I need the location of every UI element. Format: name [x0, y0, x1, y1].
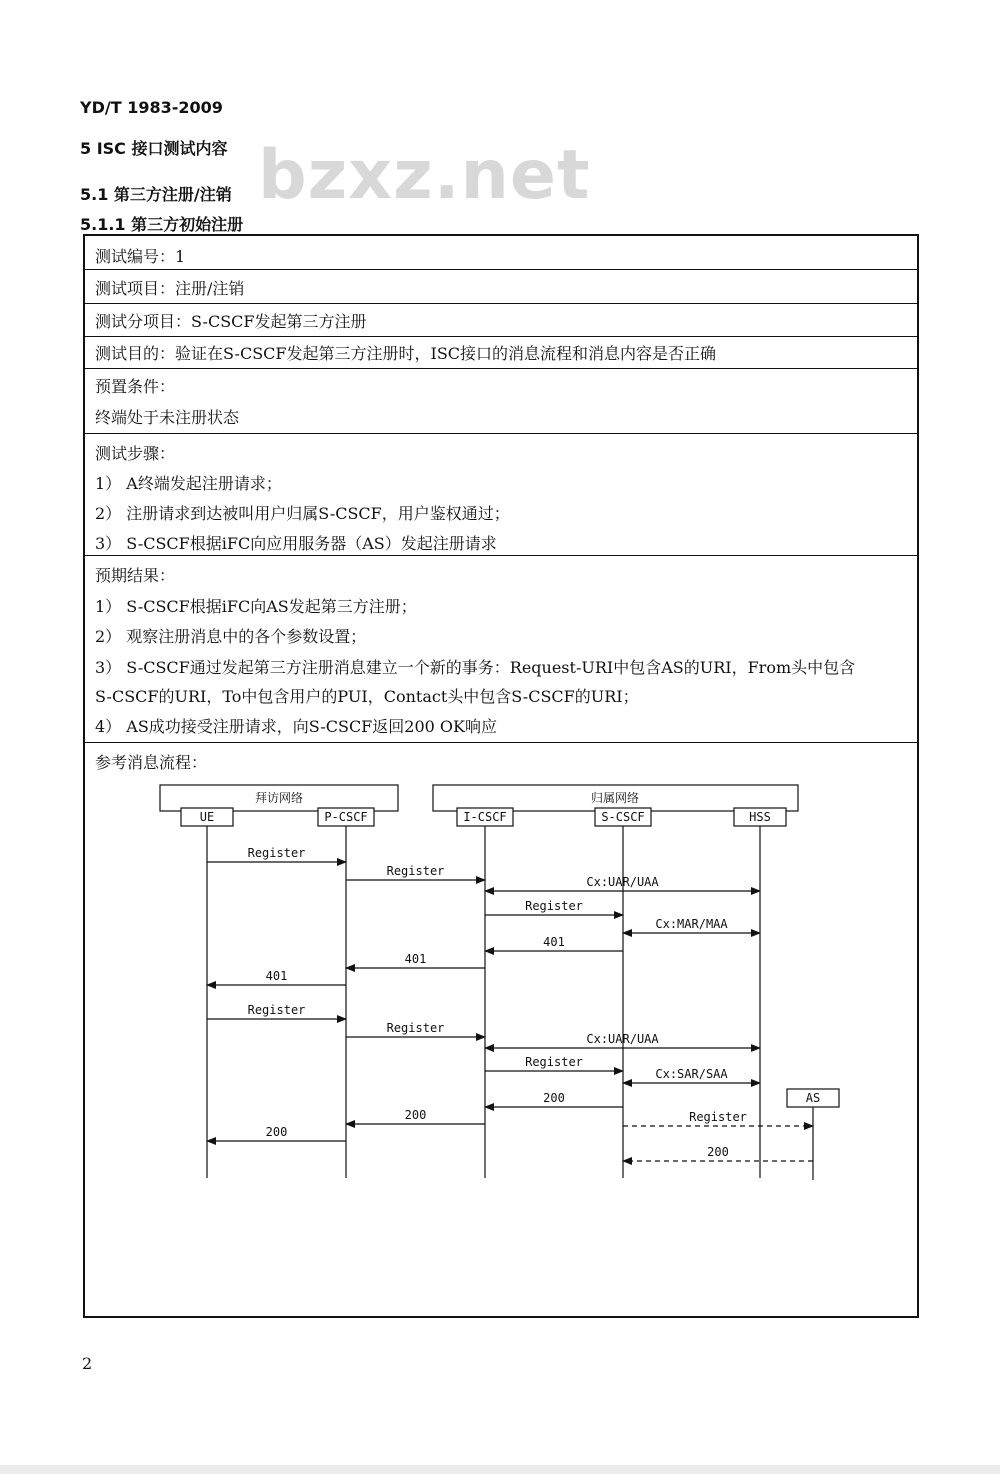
- message-label-18: 200: [707, 1145, 729, 1159]
- expected-3-cont: S-CSCF的URI，To中包含用户的PUI，Contact头中包含S-CSCF的URI；: [95, 687, 639, 706]
- message-label-5: Cx:MAR/MAA: [655, 917, 728, 931]
- message-label-15: 200: [404, 1108, 427, 1122]
- message-label-9: Register: [247, 1003, 306, 1017]
- bottom-strip: [0, 1465, 1000, 1474]
- entity-label-i-cscf: I-CSCF: [463, 810, 507, 824]
- message-label-8: 401: [265, 969, 288, 983]
- message-label-1: Register: [247, 846, 306, 860]
- message-label-14: 200: [543, 1091, 565, 1105]
- expected-2: 2） 观察注册消息中的各个参数设置；: [95, 627, 367, 646]
- subsection-heading: 5.1 第三方注册/注销: [80, 185, 232, 204]
- entity-label-as: AS: [805, 1091, 821, 1105]
- message-label-17: Register: [689, 1110, 747, 1124]
- test-item: 测试项目：注册/注销: [95, 279, 245, 298]
- message-label-3: Cx:UAR/UAA: [586, 875, 659, 889]
- home-network-label: 归属网络: [590, 791, 640, 805]
- entity-label-ue: UE: [199, 810, 215, 824]
- page-number: 2: [82, 1354, 93, 1373]
- test-id: 测试编号：1: [95, 247, 186, 266]
- expected-3: 3） S-CSCF通过发起第三方注册消息建立一个新的事务：Request-URI中包含AS的URI，From头中包含: [95, 658, 856, 677]
- visited-network-label: 拜访网络: [254, 791, 304, 805]
- expected-1: 1） S-CSCF根据iFC向AS发起第三方注册；: [95, 597, 417, 616]
- message-label-6: 401: [543, 935, 565, 949]
- message-label-11: Cx:UAR/UAA: [586, 1032, 659, 1046]
- steps-title: 测试步骤：: [95, 444, 176, 463]
- subsubsection-heading: 5.1.1 第三方初始注册: [80, 215, 244, 234]
- message-label-2: Register: [386, 864, 445, 878]
- test-purpose: 测试目的：验证在S-CSCF发起第三方注册时，ISC接口的消息流程和消息内容是否正确: [95, 344, 717, 363]
- step-3: 3） S-CSCF根据iFC向应用服务器（AS）发起注册请求: [95, 534, 497, 553]
- step-2: 2） 注册请求到达被叫用户归属S-CSCF，用户鉴权通过；: [95, 504, 510, 523]
- section-heading: 5 ISC 接口测试内容: [80, 139, 228, 158]
- entity-label-p-cscf: P-CSCF: [324, 810, 368, 824]
- test-subitem: 测试分项目：S-CSCF发起第三方注册: [95, 312, 367, 331]
- entity-label-hss: HSS: [749, 810, 771, 824]
- message-label-12: Register: [525, 1055, 583, 1069]
- expected-4: 4） AS成功接受注册请求，向S-CSCF返回200 OK响应: [95, 717, 497, 736]
- step-1: 1） A终端发起注册请求；: [95, 474, 282, 493]
- message-label-7: 401: [404, 952, 427, 966]
- entity-label-s-cscf: S-CSCF: [601, 810, 645, 824]
- messages: [207, 846, 813, 1161]
- message-label-13: Cx:SAR/SAA: [655, 1067, 728, 1081]
- watermark: bzxz.net: [258, 136, 591, 215]
- message-label-4: Register: [525, 899, 583, 913]
- message-label-16: 200: [265, 1125, 288, 1139]
- precondition-title: 预置条件：: [95, 377, 176, 396]
- standard-id: YD/T 1983-2009: [80, 98, 223, 117]
- expected-title: 预期结果：: [95, 566, 176, 585]
- message-label-10: Register: [386, 1021, 445, 1035]
- precondition-text: 终端处于未注册状态: [95, 408, 240, 427]
- flow-title: 参考消息流程：: [95, 753, 208, 772]
